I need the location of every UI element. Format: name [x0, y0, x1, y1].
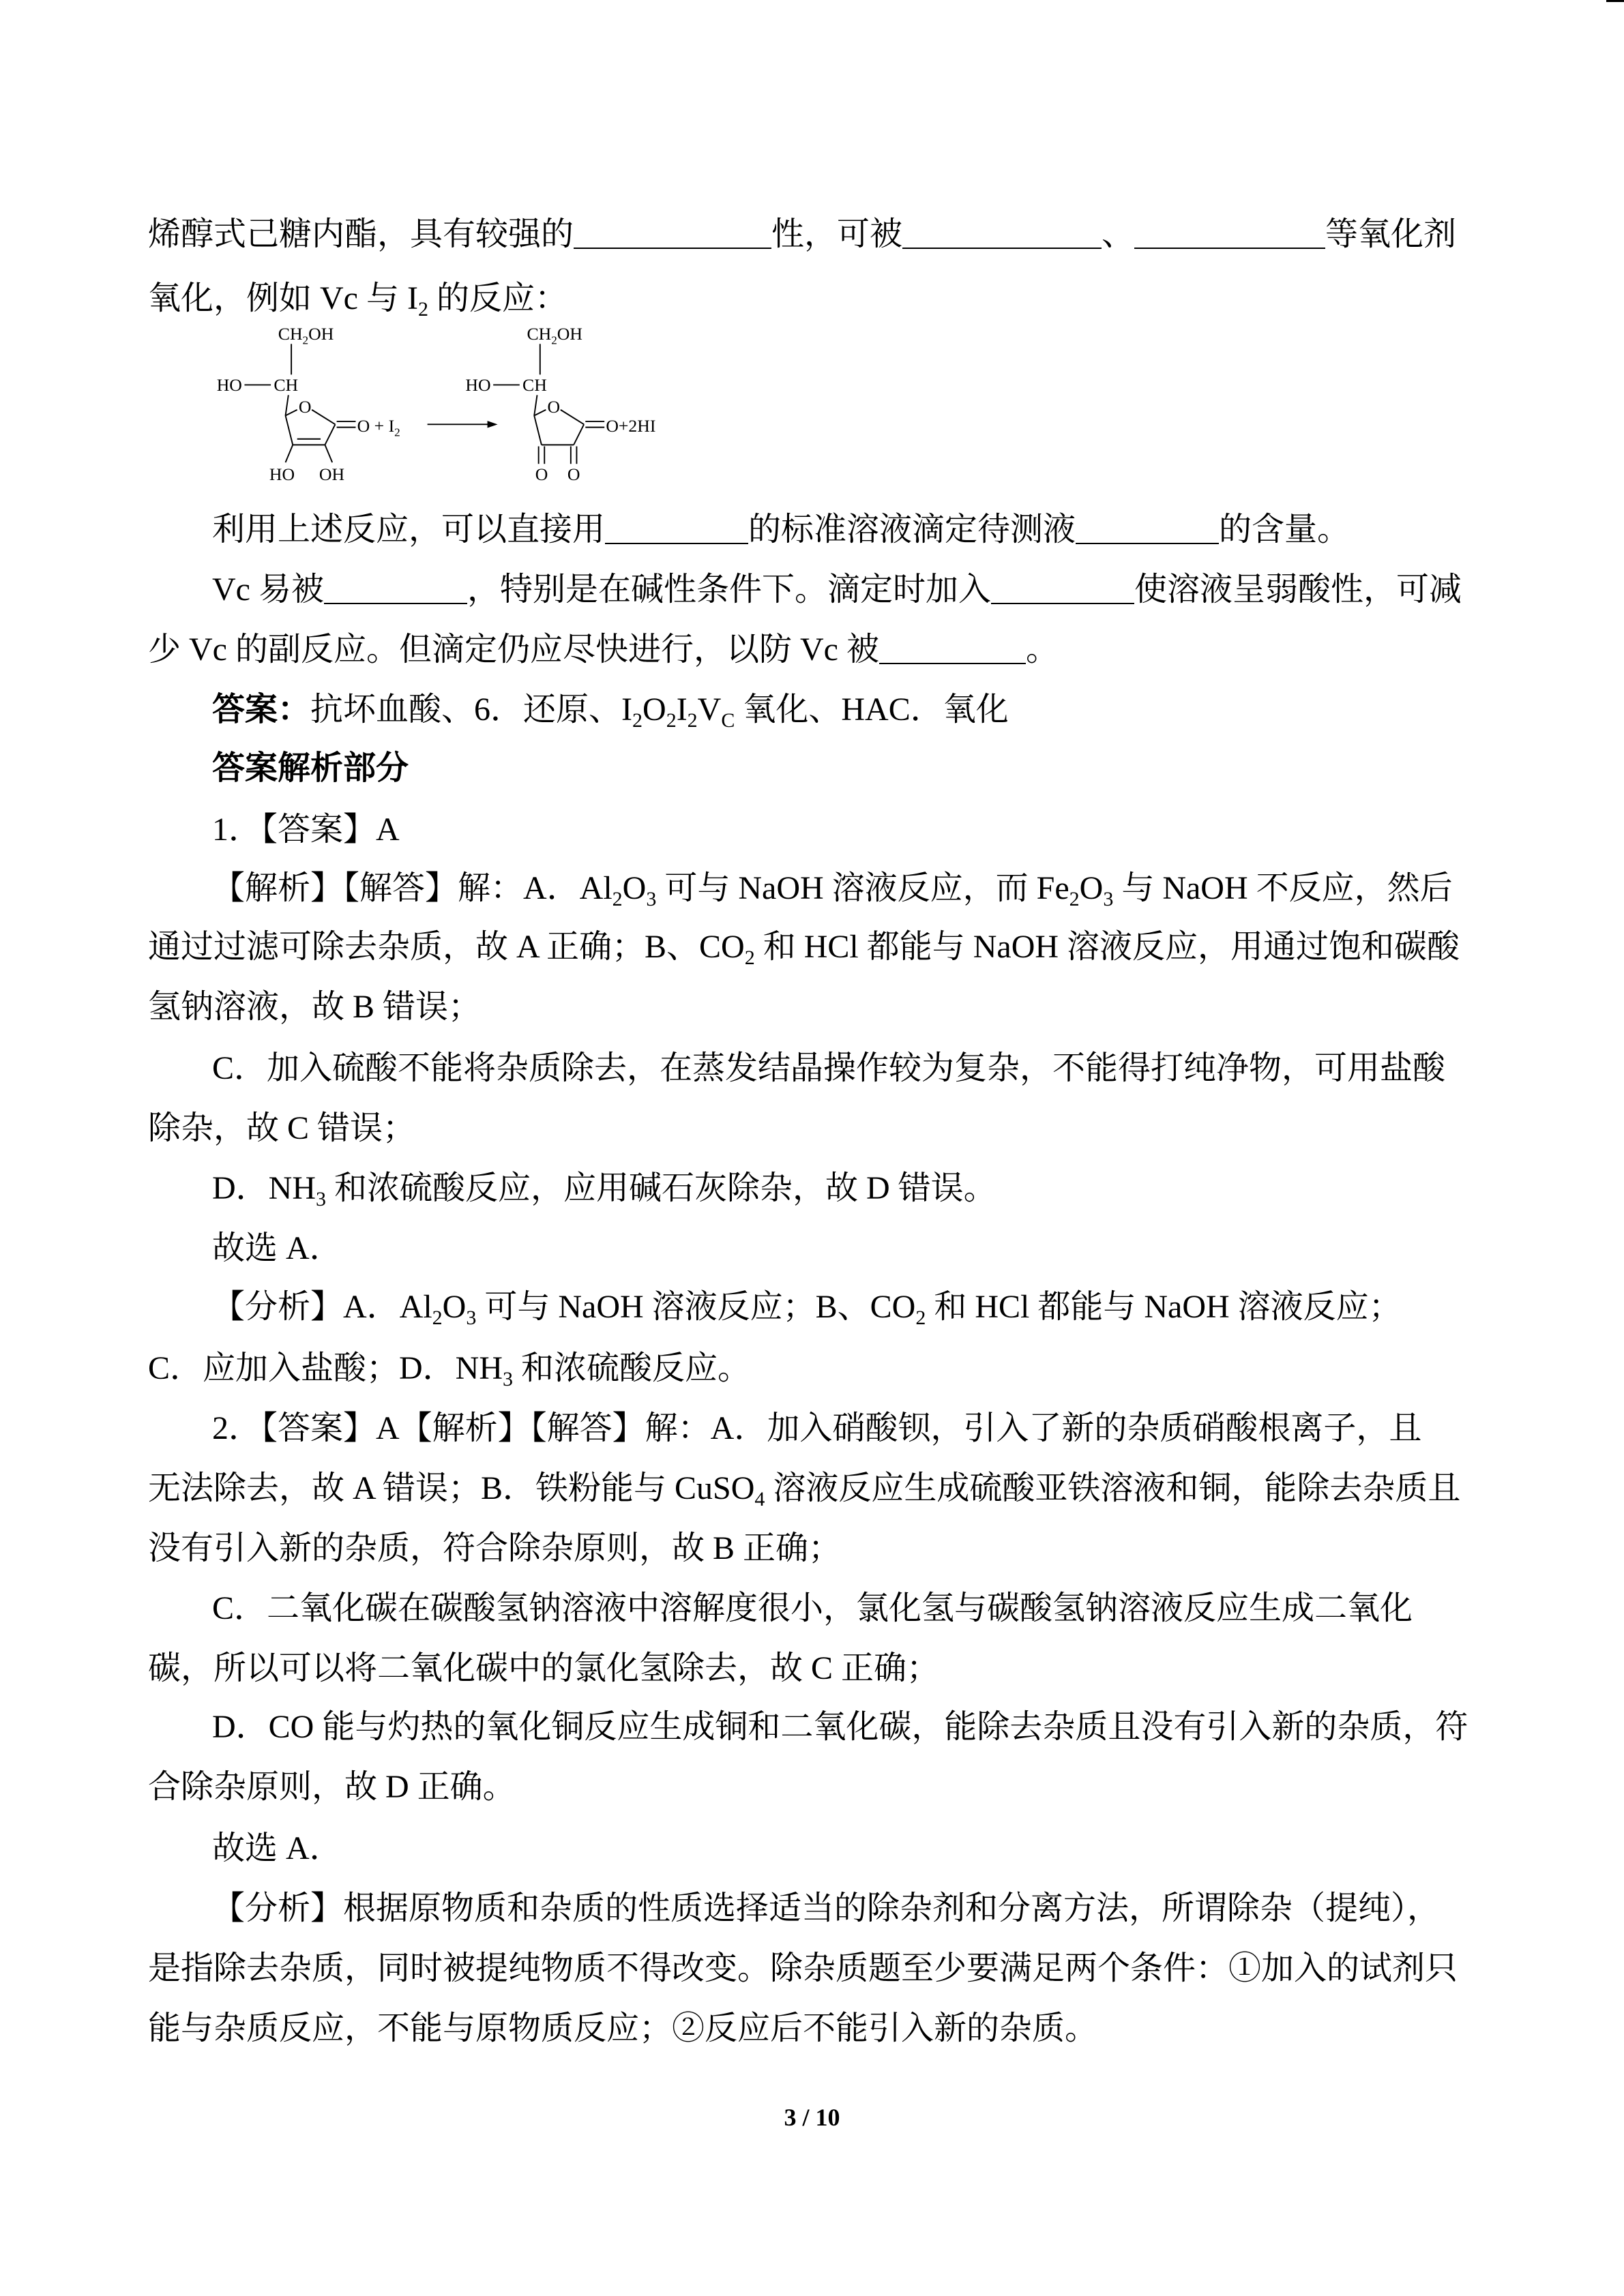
text-run: 、	[1102, 216, 1135, 252]
q1-line-9	[212, 1277, 1402, 1337]
fill-in-blank	[879, 636, 1026, 664]
subscript: 3	[466, 1307, 477, 1329]
page-number: 3 / 10	[784, 2104, 840, 2131]
bond	[286, 445, 293, 462]
fill-in-blank	[1076, 516, 1219, 544]
text-run: 与 NaOH 不反应，然后	[1113, 870, 1453, 906]
q1-line-7	[212, 1159, 996, 1219]
bond	[325, 445, 332, 462]
label-text: OH	[557, 323, 582, 344]
subscript: 3	[1103, 888, 1114, 910]
label-subscript: 2	[302, 333, 309, 347]
q2-line-10: 是指除去杂质，同时被提纯物质不得改变。除杂质题至少要满足两个条件：①加入的试剂只	[148, 1950, 1458, 1986]
subscript: 2	[744, 946, 755, 969]
text-run: O	[1079, 870, 1104, 906]
reactant-ch-label: CH	[274, 374, 299, 395]
answer-line	[212, 680, 1009, 740]
text-run: V	[697, 691, 722, 728]
fill-in-blank	[1134, 220, 1325, 249]
subscript: C	[721, 709, 735, 732]
fill-in-blank	[324, 576, 467, 604]
subscript: 2	[1069, 888, 1080, 910]
q2-line-1: 2．【答案】A【解析】【解答】解：A．加入硝酸钡，引入了新的杂质硝酸根离子，且	[212, 1410, 1422, 1446]
reactant-enol-ho: HO	[269, 464, 295, 484]
subscript: 3	[646, 888, 657, 910]
bond	[325, 424, 335, 445]
arrow-head-icon	[488, 421, 498, 428]
subscript: 2	[417, 298, 428, 320]
text-run: 抗坏血酸、6．还原、I	[310, 691, 633, 728]
bond	[534, 415, 542, 445]
answer-label: 答案：	[212, 691, 311, 728]
subscript: 2	[432, 1307, 443, 1329]
label-text: O + I	[357, 416, 395, 436]
bond	[286, 415, 293, 445]
q2-line-4: C．二氧化碳在碳酸氢钠溶液中溶解度很小，氯化氢与碳酸氢钠溶液反应生成二氧化	[212, 1590, 1413, 1626]
reaction-arrow	[428, 421, 498, 428]
product-ring-oxygen: O	[547, 397, 561, 417]
text-run: 无法除去，故 A 错误；B．铁粉能与 CuSO	[148, 1470, 755, 1506]
q1-line-2	[212, 859, 1453, 919]
q1-line-8: 故选 A．	[212, 1230, 342, 1266]
titration-line-3	[148, 620, 1059, 680]
q2-line-11: 能与杂质反应，不能与原物质反应；②反应后不能引入新的杂质。	[148, 2010, 1098, 2046]
q2-line-3: 没有引入新的杂质，符合除杂原则，故 B 正确；	[148, 1530, 842, 1566]
text-run: 和浓硫酸反应。	[513, 1350, 751, 1386]
page-corner-mark	[1606, 0, 1624, 2]
fill-in-blank	[605, 516, 748, 544]
text-run: 和 HCl 都能与 NaOH 溶液反应；	[926, 1289, 1402, 1325]
text-run: 的反应：	[428, 280, 567, 316]
text-run: O	[622, 870, 647, 906]
reactant-carbonyl-label	[357, 416, 400, 438]
subscript: 2	[915, 1307, 926, 1329]
q2-line-8: 故选 A．	[212, 1830, 342, 1866]
q1-line-3	[148, 917, 1460, 977]
subscript: 4	[754, 1488, 765, 1510]
text-run: ，特别是在碱性条件下。滴定时加入	[467, 571, 991, 608]
analysis-heading: 答案解析部分	[212, 750, 409, 786]
bond	[312, 410, 335, 424]
titration-line-1	[212, 500, 1350, 560]
vc-iodine-reaction-diagram	[205, 310, 688, 492]
text-run: 少 Vc 的副反应。但滴定仍应尽快进行，以防 Vc 被	[148, 631, 879, 668]
fill-in-blank	[991, 576, 1134, 604]
text-run: 和 HCl 都能与 NaOH 溶液反应，用通过饱和碳酸	[754, 929, 1460, 965]
text-run: 的标准溶液滴定待测液	[748, 511, 1076, 548]
text-run: 氧化，例如 Vc 与 I	[148, 280, 418, 316]
product-carbonyl-label: O+2HI	[606, 416, 656, 436]
label-text: CH	[278, 323, 303, 344]
text-run: C．应加入盐酸；D．NH	[148, 1350, 503, 1386]
subscript: 3	[503, 1368, 514, 1390]
bond	[574, 424, 584, 445]
subscript: 2	[687, 709, 698, 732]
text-run: 可与 NaOH 溶液反应，而 Fe	[656, 870, 1069, 906]
bond	[286, 395, 289, 415]
product-ch-label: CH	[522, 374, 547, 395]
text-run: 可与 NaOH 溶液反应；B、CO	[476, 1289, 916, 1325]
reactant-ch2oh-label	[278, 324, 334, 346]
text-run: 利用上述反应，可以直接用	[212, 511, 606, 548]
q2-line-7: 合除杂原则，故 D 正确。	[148, 1769, 516, 1805]
q2-line-5: 碳，所以可以将二氧化碳中的氯化氢除去，故 C 正确；	[148, 1650, 940, 1686]
q1-line-5: C．加入硫酸不能将杂质除去，在蒸发结晶操作较为复杂，不能得打纯净物，可用盐酸	[212, 1050, 1446, 1086]
text-run: 等氧化剂	[1325, 216, 1457, 252]
text-run: 和浓硫酸反应，应用碱石灰除杂，故 D 错误。	[326, 1170, 996, 1206]
q1-line-6: 除杂，故 C 错误；	[148, 1110, 416, 1146]
text-run: D．NH	[212, 1170, 316, 1206]
subscript: 2	[632, 709, 643, 732]
subscript: 2	[612, 888, 623, 910]
text-run: 【解析】【解答】解：A．Al	[212, 870, 612, 906]
q2-line-6: D．CO 能与灼热的氧化铜反应生成铜和二氧化碳，能除去杂质且没有引入新的杂质，符	[212, 1709, 1468, 1745]
product-keto-o-right: O	[567, 464, 580, 484]
text-run: 溶液反应生成硫酸亚铁溶液和铜，能除去杂质且	[765, 1470, 1461, 1506]
q1-line-1: 1．【答案】A	[212, 811, 400, 848]
text-run: Vc 易被	[212, 571, 324, 608]
text-run: 氧化、HAC．氧化	[735, 691, 1009, 728]
text-run: O	[643, 691, 666, 728]
bond	[286, 410, 297, 416]
fill-in-blank	[574, 220, 771, 249]
q2-line-9: 【分析】根据原物质和杂质的性质选择适当的除杂剂和分离方法，所谓除杂（提纯），	[212, 1890, 1441, 1926]
product-keto-o-left: O	[535, 464, 548, 484]
titration-line-2	[212, 560, 1462, 620]
bond	[534, 410, 546, 416]
q2-line-2	[148, 1459, 1460, 1519]
subscript: 3	[316, 1188, 326, 1210]
text-run: 【分析】A．Al	[212, 1289, 432, 1325]
label-text: CH	[527, 323, 552, 344]
text-run: 性，可被	[771, 216, 903, 252]
bond	[534, 395, 537, 415]
label-subscript: 2	[394, 426, 400, 439]
label-text: OH	[308, 323, 334, 344]
text-run: 通过过滤可除去杂质，故 A 正确；B、CO	[148, 929, 745, 965]
text-run: I	[676, 691, 688, 728]
reactant-ring-oxygen: O	[298, 397, 312, 417]
label-subscript: 2	[551, 333, 557, 347]
fill-in-blank	[902, 220, 1102, 249]
product-ch2oh-label	[527, 324, 582, 346]
q1-line-10	[148, 1339, 750, 1399]
q1-line-4: 氢钠溶液，故 B 错误；	[148, 989, 482, 1025]
text-run: O	[442, 1289, 467, 1325]
product-ho-label: HO	[465, 374, 491, 395]
vc-paragraph-line-1	[148, 205, 1456, 265]
reactant-ho-label: HO	[216, 374, 242, 395]
subscript: 2	[666, 709, 677, 732]
text-run: 。	[1025, 631, 1059, 668]
text-run: 使溶液呈弱酸性，可减	[1134, 571, 1462, 608]
text-run: 的含量。	[1219, 511, 1350, 548]
bond	[561, 410, 584, 424]
text-run: 烯醇式己糖内酯，具有较强的	[148, 216, 574, 252]
reactant-enol-oh: OH	[319, 464, 345, 484]
